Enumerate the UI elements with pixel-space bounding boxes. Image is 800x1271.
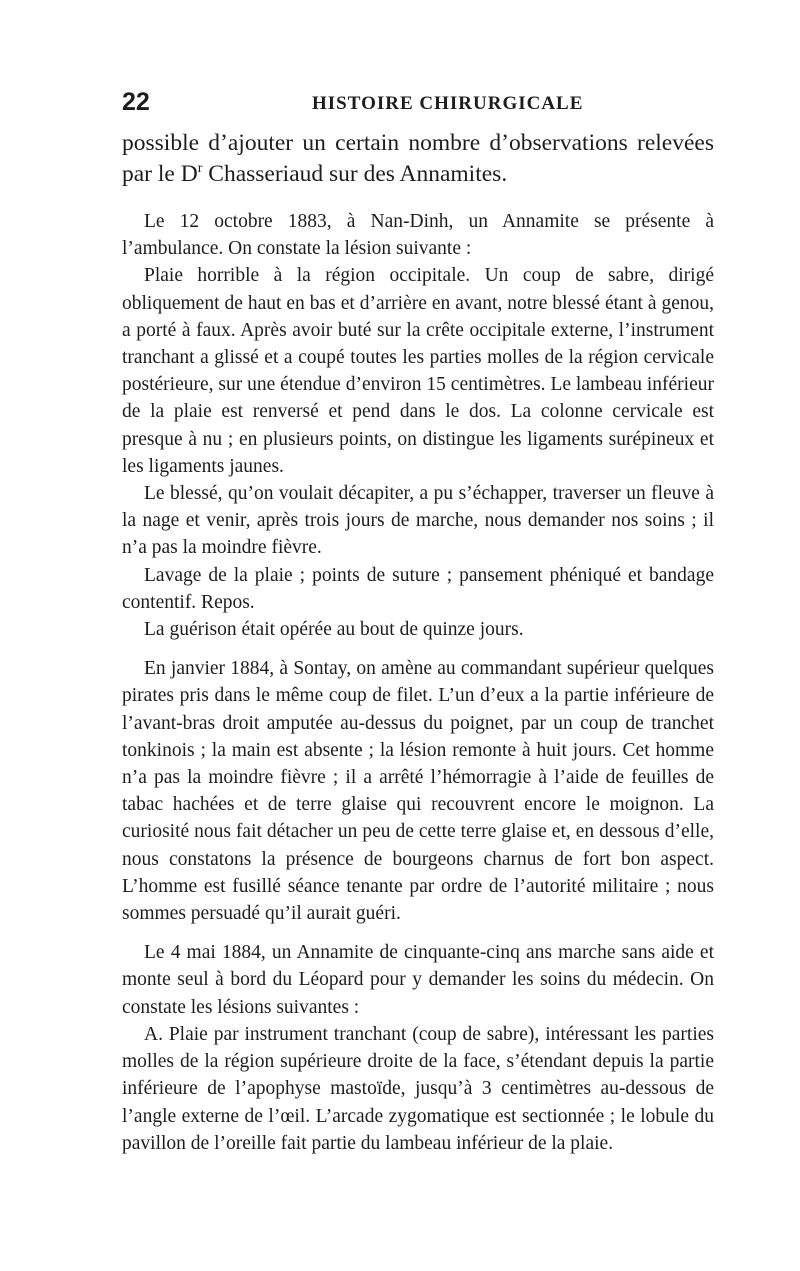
paragraph-observation-1-wound: Plaie horrible à la région occipitale. Un coup de sabre, dirigé obliquement de haut en bas et d’arrière en avant, notre blessé étant à genou, a porté à faux. Après avoir buté sur la crête occipitale externe, l’instrument tranchant a glissé et a coupé toutes les parties molles de la région cervicale postérieure, sur une étendue d’environ 15 centimètres. Le lambeau inférieur de la plaie est renversé et pend dans le dos. La colonne cervicale est presque à nu ; en plusieurs points, on distingue les ligaments surépineux et les ligaments jaunes.: [122, 265, 714, 477]
paragraph-observation-1-treatment: Lavage de la plaie ; points de suture ; pansement phéniqué et bandage contentif. Repos.: [122, 564, 714, 613]
paragraph-observation-2: En janvier 1884, à Sontay, on amène au commandant supérieur quelques pirates pris dans le même coup de filet. L’un d’eux a la partie inférieure de l’avant-bras droit amputée au-dessus du poignet, par un coup de tranchet tonkinois ; la main est absente ; la lésion remonte à huit jours. Cet homme n’a pas la moindre fièvre ; il a arrêté l’hémorragie à l’aide de feuilles de tabac hachées et de terre glaise qui recouvrent encore le moignon. La curiosité nous fait détacher un peu de cette terre glaise et, en dessous d’elle, nous constatons la présence de bourgeons charnus de fort bon aspect. L’homme est fusillé séance tenante par ordre de l’autorité militaire ; nous sommes persuadé qu’il aurait guéri.: [122, 658, 714, 925]
paragraph-observation-1-outcome: La guérison était opérée au bout de quinze jours.: [144, 619, 524, 641]
paragraph-observation-1-intro: Le 12 octobre 1883, à Nan-Dinh, un Annamite se présente à l’ambulance. On constate la lésion suivante :: [122, 211, 714, 260]
page-header: [122, 88, 710, 118]
paragraph-observation-3-lesion-a: A. Plaie par instrument tranchant (coup de sabre), intéressant les parties molles de la région supérieure droite de la face, s’étendant depuis la partie inférieure de l’apophyse mastoïde, jusqu’à 3 centimètres au-dessous de l’angle externe de l’œil. L’arcade zygomatique est sectionnée ; le lobule du pavillon de l’oreille fait partie du lambeau inférieur de la plaie.: [122, 1023, 714, 1154]
paragraph-observation-3-intro: Le 4 mai 1884, un Annamite de cinquante-cinq ans marche sans aide et monte seul à bord du Léopard pour y demander les soins du médecin. On constate les lésions suivantes :: [122, 942, 714, 1018]
running-title: HISTOIRE CHIRURGICALE: [312, 93, 584, 114]
paragraph-observation-1-escape: Le blessé, qu’on voulait décapiter, a pu s’échapper, traverser un fleuve à la nage et venir, après trois jours de marche, nous demander nos soins ; il n’a pas la moindre fièvre.: [122, 483, 714, 559]
lead-superscript: r: [197, 160, 203, 177]
page-number: 22: [122, 88, 150, 116]
page-body: [122, 128, 714, 1157]
lead-text-start: possible d’ajouter un certain nombre d’observations relevées par le D: [122, 130, 714, 187]
lead-text-end: Chasseriaud sur des Annamites.: [202, 161, 508, 187]
lead-paragraph: [122, 128, 714, 190]
